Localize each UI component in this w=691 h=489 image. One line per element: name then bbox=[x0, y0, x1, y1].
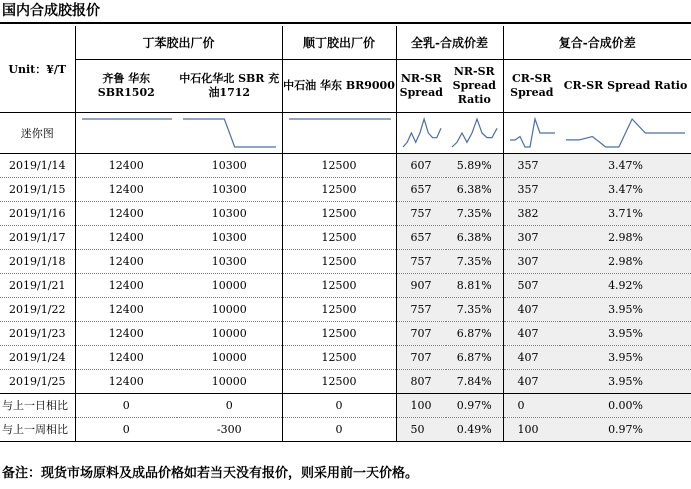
table-row bbox=[0, 345, 691, 369]
cell-qilu: 12400 bbox=[75, 201, 177, 225]
cell-sn: 10000 bbox=[177, 345, 282, 369]
page-title: 国内合成胶报价 bbox=[0, 0, 691, 24]
cell-crr: 3.95% bbox=[560, 345, 691, 369]
date-cell: 2019/1/15 bbox=[0, 177, 75, 201]
cell-nrr: 6.87% bbox=[446, 345, 503, 369]
cell-br: 0 bbox=[282, 393, 396, 417]
group-nr-spread: 全乳-合成价差 bbox=[396, 26, 503, 59]
cell-qilu: 12400 bbox=[75, 249, 177, 273]
cell-qilu: 12400 bbox=[75, 225, 177, 249]
table-row bbox=[0, 321, 691, 345]
cell-nrr: 6.38% bbox=[446, 225, 503, 249]
date-cell: 2019/1/18 bbox=[0, 249, 75, 273]
col-cr-ratio: CR-SR Spread Ratio bbox=[560, 59, 691, 112]
cell-nrs: 807 bbox=[396, 369, 446, 393]
table-row bbox=[0, 153, 691, 177]
cell-nrs: 757 bbox=[396, 249, 446, 273]
cell-crr: 0.97% bbox=[560, 417, 691, 441]
table-row bbox=[0, 273, 691, 297]
cell-nrr: 8.81% bbox=[446, 273, 503, 297]
sparkline-qilu bbox=[76, 113, 178, 153]
cell-crr: 2.98% bbox=[560, 225, 691, 249]
sparkline-cr-spread bbox=[504, 113, 561, 153]
cell-sn: 0 bbox=[177, 393, 282, 417]
cell-br: 12500 bbox=[282, 321, 396, 345]
sparkline-path bbox=[452, 119, 497, 147]
cell-qilu: 12400 bbox=[75, 345, 177, 369]
cell-sn: -300 bbox=[177, 417, 282, 441]
date-cell: 2019/1/22 bbox=[0, 297, 75, 321]
cell-br: 12500 bbox=[282, 153, 396, 177]
cell-sn: 10000 bbox=[177, 321, 282, 345]
cell-crr: 3.47% bbox=[560, 153, 691, 177]
cell-qilu: 12400 bbox=[75, 321, 177, 345]
date-cell: 2019/1/16 bbox=[0, 201, 75, 225]
cell-crr: 3.71% bbox=[560, 201, 691, 225]
cell-br: 12500 bbox=[282, 273, 396, 297]
col-qilu: 齐鲁 华东 SBR1502 bbox=[75, 59, 177, 112]
cell-crr: 0.00% bbox=[560, 393, 691, 417]
cell-br: 12500 bbox=[282, 201, 396, 225]
cell-qilu: 0 bbox=[75, 393, 177, 417]
cell-sn: 10000 bbox=[177, 297, 282, 321]
cell-nrs: 50 bbox=[396, 417, 446, 441]
table-row bbox=[0, 249, 691, 273]
cell-qilu: 12400 bbox=[75, 369, 177, 393]
sparkline-path bbox=[183, 119, 276, 147]
cell-crr: 3.95% bbox=[560, 321, 691, 345]
table-row bbox=[0, 297, 691, 321]
cell-crs: 307 bbox=[503, 225, 560, 249]
cell-crs: 407 bbox=[503, 297, 560, 321]
cell-br: 12500 bbox=[282, 369, 396, 393]
cell-nrr: 7.35% bbox=[446, 201, 503, 225]
cell-sn: 10300 bbox=[177, 153, 282, 177]
cell-nrs: 100 bbox=[396, 393, 446, 417]
cell-nrs: 607 bbox=[396, 153, 446, 177]
cell-sn: 10300 bbox=[177, 201, 282, 225]
cell-sn: 10000 bbox=[177, 273, 282, 297]
cell-crs: 407 bbox=[503, 321, 560, 345]
cell-nrr: 0.49% bbox=[446, 417, 503, 441]
cell-qilu: 12400 bbox=[75, 153, 177, 177]
unit-label: Unit：¥/T bbox=[0, 26, 75, 112]
group-sbr-price: 丁苯胶出厂价 bbox=[75, 26, 282, 59]
date-cell: 2019/1/25 bbox=[0, 369, 75, 393]
group-br-price: 顺丁胶出厂价 bbox=[282, 26, 396, 59]
sparkline-path bbox=[403, 119, 441, 147]
cell-crs: 407 bbox=[503, 369, 560, 393]
cell-qilu: 0 bbox=[75, 417, 177, 441]
cell-crs: 382 bbox=[503, 201, 560, 225]
cell-nrs: 757 bbox=[396, 201, 446, 225]
mini-chart-label: 迷你图 bbox=[0, 112, 75, 153]
cell-nrr: 6.87% bbox=[446, 321, 503, 345]
date-cell: 2019/1/23 bbox=[0, 321, 75, 345]
cell-nrr: 6.38% bbox=[446, 177, 503, 201]
table-row bbox=[0, 225, 691, 249]
cell-nrs: 907 bbox=[396, 273, 446, 297]
footnote: 备注：现货市场原料及成品价格如若当天没有报价，则采用前一天价格。 bbox=[2, 466, 419, 481]
cell-sn: 10000 bbox=[177, 369, 282, 393]
cell-nrs: 707 bbox=[396, 321, 446, 345]
cell-crr: 3.47% bbox=[560, 177, 691, 201]
cell-sn: 10300 bbox=[177, 177, 282, 201]
col-nr-ratio: NR-SR Spread Ratio bbox=[446, 59, 503, 112]
cell-crr: 3.95% bbox=[560, 369, 691, 393]
sparkline-nr-spread bbox=[397, 113, 447, 153]
cell-br: 0 bbox=[282, 417, 396, 441]
col-petrochina-east: 中石油 华东 BR9000 bbox=[282, 59, 396, 112]
date-cell: 2019/1/17 bbox=[0, 225, 75, 249]
cell-crs: 407 bbox=[503, 345, 560, 369]
sparkline-path bbox=[566, 119, 685, 147]
cell-nrs: 657 bbox=[396, 177, 446, 201]
cell-nrr: 7.35% bbox=[446, 249, 503, 273]
sparkline-path bbox=[510, 119, 555, 147]
col-cr-spread: CR-SR Spread bbox=[503, 59, 560, 112]
summary-label: 与上一周相比 bbox=[0, 417, 75, 441]
cell-br: 12500 bbox=[282, 297, 396, 321]
summary-label: 与上一日相比 bbox=[0, 393, 75, 417]
cell-br: 12500 bbox=[282, 225, 396, 249]
sparkline-petrochina-east bbox=[283, 113, 397, 153]
cell-crs: 357 bbox=[503, 177, 560, 201]
cell-nrs: 757 bbox=[396, 297, 446, 321]
sparkline-cr-ratio bbox=[560, 113, 691, 153]
cell-nrs: 707 bbox=[396, 345, 446, 369]
cell-crr: 3.95% bbox=[560, 297, 691, 321]
cell-sn: 10300 bbox=[177, 249, 282, 273]
cell-br: 12500 bbox=[282, 249, 396, 273]
sparkline-nr-ratio bbox=[446, 113, 503, 153]
cell-nrr: 7.84% bbox=[446, 369, 503, 393]
cell-br: 12500 bbox=[282, 177, 396, 201]
cell-qilu: 12400 bbox=[75, 177, 177, 201]
cell-qilu: 12400 bbox=[75, 273, 177, 297]
cell-crr: 2.98% bbox=[560, 249, 691, 273]
cell-crs: 0 bbox=[503, 393, 560, 417]
date-cell: 2019/1/24 bbox=[0, 345, 75, 369]
table-row bbox=[0, 177, 691, 201]
cell-nrs: 657 bbox=[396, 225, 446, 249]
summary-row bbox=[0, 417, 691, 441]
cell-crs: 357 bbox=[503, 153, 560, 177]
cell-nrr: 5.89% bbox=[446, 153, 503, 177]
cell-nrr: 0.97% bbox=[446, 393, 503, 417]
cell-sn: 10300 bbox=[177, 225, 282, 249]
col-nr-spread: NR-SR Spread bbox=[396, 59, 446, 112]
cell-nrr: 7.35% bbox=[446, 297, 503, 321]
date-cell: 2019/1/14 bbox=[0, 153, 75, 177]
cell-qilu: 12400 bbox=[75, 297, 177, 321]
cell-br: 12500 bbox=[282, 345, 396, 369]
group-cr-spread: 复合-合成价差 bbox=[503, 26, 691, 59]
cell-crs: 100 bbox=[503, 417, 560, 441]
summary-row bbox=[0, 393, 691, 417]
sparkline-sinopec-north bbox=[177, 113, 282, 153]
date-cell: 2019/1/21 bbox=[0, 273, 75, 297]
table-row bbox=[0, 201, 691, 225]
cell-crs: 507 bbox=[503, 273, 560, 297]
cell-crs: 307 bbox=[503, 249, 560, 273]
col-sinopec-north: 中石化华北 SBR 充油1712 bbox=[177, 59, 282, 112]
cell-crr: 4.92% bbox=[560, 273, 691, 297]
table-row bbox=[0, 369, 691, 393]
price-table bbox=[0, 26, 691, 442]
